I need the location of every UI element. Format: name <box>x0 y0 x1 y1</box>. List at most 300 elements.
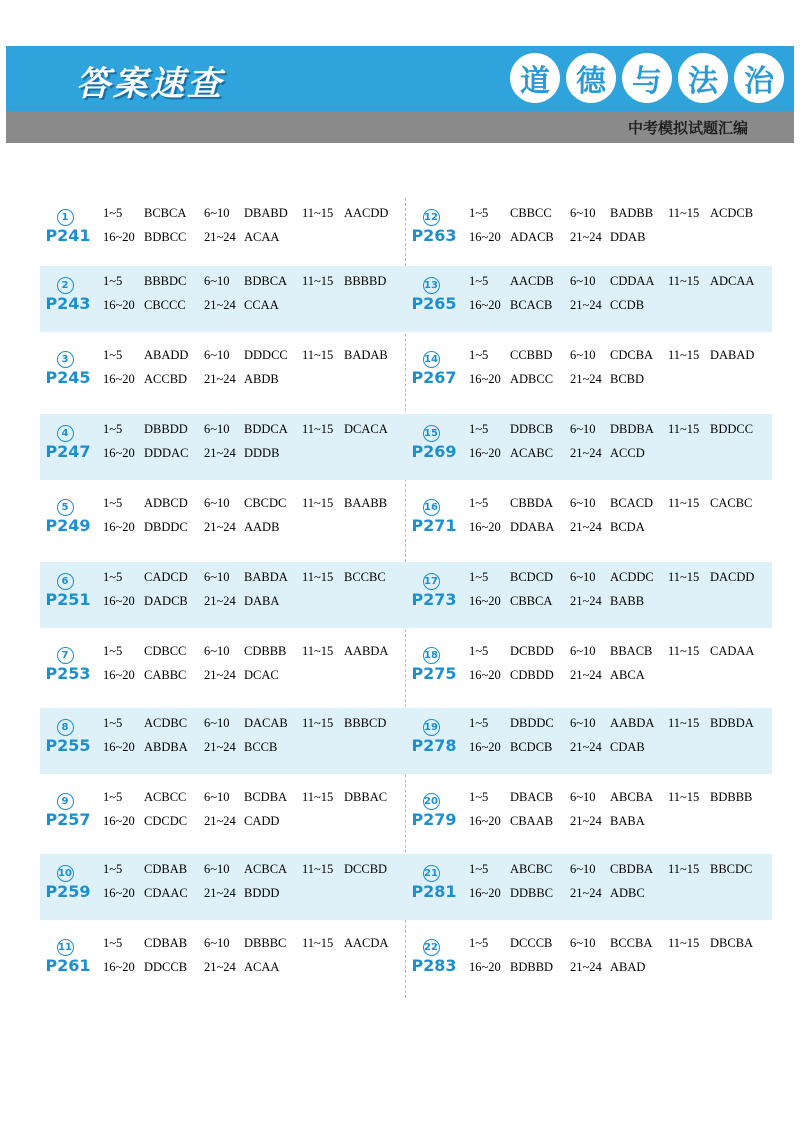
question-range: 16~20 <box>469 960 501 974</box>
answer-letters: ACAA <box>244 230 280 244</box>
answer-letters: BCBD <box>610 372 645 386</box>
question-range: 6~10 <box>204 936 230 950</box>
question-range: 16~20 <box>103 298 135 312</box>
answer-letters: BDBBB <box>710 790 753 804</box>
page-number: P273 <box>411 590 457 609</box>
question-range: 11~15 <box>302 570 334 584</box>
exam-number-circle: 11 <box>57 939 74 956</box>
page-number: P253 <box>45 664 91 683</box>
page-number: P281 <box>411 882 457 901</box>
exam-number-circle: 12 <box>423 209 440 226</box>
exam-number <box>406 206 456 226</box>
answer-letters: CDBAB <box>144 862 188 876</box>
question-range: 6~10 <box>204 862 230 876</box>
exam-number <box>40 570 90 590</box>
answer-letters: BBCDC <box>710 862 753 876</box>
question-range: 21~24 <box>570 886 602 900</box>
page-number: P278 <box>411 736 457 755</box>
question-range: 1~5 <box>103 348 123 362</box>
exam-number-circle: 5 <box>57 499 74 516</box>
question-range: 1~5 <box>469 496 489 510</box>
answer-letters: ABCBC <box>510 862 553 876</box>
question-range: 6~10 <box>570 644 596 658</box>
answer-entry <box>40 782 406 848</box>
question-range: 11~15 <box>668 206 700 220</box>
exam-number-circle: 22 <box>423 939 440 956</box>
question-range: 6~10 <box>204 716 230 730</box>
question-range: 11~15 <box>302 496 334 510</box>
question-range: 6~10 <box>204 790 230 804</box>
answer-letters: BCBCA <box>144 206 187 220</box>
answer-letters: DACAB <box>244 716 288 730</box>
question-range: 11~15 <box>302 274 334 288</box>
question-range: 1~5 <box>103 862 123 876</box>
answer-letters: BBBCD <box>344 716 387 730</box>
question-range: 16~20 <box>469 668 501 682</box>
answer-letters: ADBC <box>610 886 645 900</box>
answer-letters: CDBAB <box>144 936 188 950</box>
answer-letters: CADCD <box>144 570 188 584</box>
answer-row <box>40 488 772 554</box>
answer-letters: BADBB <box>610 206 654 220</box>
page-number: P259 <box>45 882 91 901</box>
answer-entry <box>40 636 406 702</box>
answer-letters: CADD <box>244 814 280 828</box>
question-range: 16~20 <box>103 740 135 754</box>
page-number: P247 <box>45 442 91 461</box>
answer-letters: BBACB <box>610 644 653 658</box>
question-range: 6~10 <box>570 348 596 362</box>
question-range: 1~5 <box>469 936 489 950</box>
subtitle-bar <box>6 111 794 143</box>
question-range: 1~5 <box>103 206 123 220</box>
question-range: 21~24 <box>570 298 602 312</box>
answer-letters: DBDDC <box>144 520 188 534</box>
question-range: 16~20 <box>103 372 135 386</box>
page-number: P243 <box>45 294 91 313</box>
section-title: 答案速查 <box>76 64 224 104</box>
answer-letters: BCDCB <box>510 740 553 754</box>
answer-letters: DDBBC <box>510 886 554 900</box>
question-range: 1~5 <box>469 790 489 804</box>
exam-number-circle: 18 <box>423 647 440 664</box>
question-range: 11~15 <box>302 348 334 362</box>
subject-badges <box>510 53 784 103</box>
answer-letters: CBCCC <box>144 298 186 312</box>
question-range: 16~20 <box>103 814 135 828</box>
question-range: 21~24 <box>570 668 602 682</box>
answer-row <box>40 266 772 332</box>
question-range: 6~10 <box>204 206 230 220</box>
answer-entry <box>406 854 772 920</box>
exam-number <box>406 790 456 810</box>
answer-letters: DDABA <box>510 520 555 534</box>
question-range: 16~20 <box>103 668 135 682</box>
answer-row <box>40 928 772 994</box>
question-range: 6~10 <box>570 936 596 950</box>
question-range: 6~10 <box>204 496 230 510</box>
answer-letters: ADBCC <box>510 372 554 386</box>
answer-letters: BABB <box>610 594 645 608</box>
answer-letters: AACDB <box>510 274 554 288</box>
question-range: 11~15 <box>668 496 700 510</box>
question-range: 11~15 <box>668 274 700 288</box>
answer-entry <box>40 198 406 264</box>
question-range: 1~5 <box>469 862 489 876</box>
question-range: 1~5 <box>469 716 489 730</box>
question-range: 11~15 <box>302 862 334 876</box>
answer-letters: CDBDD <box>510 668 554 682</box>
exam-number-circle: 2 <box>57 277 74 294</box>
answer-letters: ACABC <box>510 446 554 460</box>
answer-letters: ACDCB <box>710 206 754 220</box>
answer-row <box>40 854 772 920</box>
answer-letters: CADAA <box>710 644 755 658</box>
answer-letters: DACDD <box>710 570 755 584</box>
answer-letters: DDDB <box>244 446 280 460</box>
question-range: 11~15 <box>668 862 700 876</box>
question-range: 6~10 <box>570 790 596 804</box>
answer-letters: CBCDC <box>244 496 287 510</box>
answer-entry <box>406 562 772 628</box>
exam-number <box>40 862 90 882</box>
answer-letters: BDBDA <box>710 716 754 730</box>
answer-letters: AACDD <box>344 206 389 220</box>
question-range: 1~5 <box>469 644 489 658</box>
page-number: P255 <box>45 736 91 755</box>
exam-number <box>40 274 90 294</box>
book-subtitle: 中考模拟试题汇编 <box>627 119 748 137</box>
question-range: 1~5 <box>103 422 123 436</box>
answer-letters: DDAB <box>610 230 646 244</box>
exam-number-circle: 4 <box>57 425 74 442</box>
question-range: 1~5 <box>469 422 489 436</box>
exam-number <box>406 348 456 368</box>
answer-letters: DBCBA <box>710 936 754 950</box>
page-number: P261 <box>45 956 91 975</box>
page-number: P241 <box>45 226 91 245</box>
question-range: 6~10 <box>204 348 230 362</box>
exam-number <box>40 348 90 368</box>
answer-letters: BDBBD <box>510 960 554 974</box>
answer-entry <box>40 928 406 994</box>
answer-letters: CDAB <box>610 740 645 754</box>
answer-letters: DCBDD <box>510 644 554 658</box>
answer-letters: CBAAB <box>510 814 554 828</box>
page-number: P251 <box>45 590 91 609</box>
answer-letters: ACAA <box>244 960 280 974</box>
page-number: P275 <box>411 664 457 683</box>
answer-letters: BCACB <box>510 298 553 312</box>
subject-char: 德 <box>566 53 616 103</box>
answer-letters: ACDDC <box>610 570 654 584</box>
answer-letters: ABCA <box>610 668 645 682</box>
answer-letters: DCCCB <box>510 936 553 950</box>
question-range: 21~24 <box>570 960 602 974</box>
answer-letters: CCBBD <box>510 348 553 362</box>
exam-number <box>40 206 90 226</box>
answer-letters: BDDD <box>244 886 280 900</box>
answer-letters: ABDBA <box>144 740 188 754</box>
exam-number-circle: 13 <box>423 277 440 294</box>
page-number: P245 <box>45 368 91 387</box>
answer-letters: BCDA <box>610 520 645 534</box>
exam-number-circle: 15 <box>423 425 440 442</box>
answer-entry <box>40 266 406 332</box>
question-range: 6~10 <box>570 274 596 288</box>
page-number: P249 <box>45 516 91 535</box>
question-range: 21~24 <box>204 668 236 682</box>
page-number: P269 <box>411 442 457 461</box>
exam-number <box>406 496 456 516</box>
question-range: 6~10 <box>570 422 596 436</box>
question-range: 21~24 <box>204 814 236 828</box>
answer-letters: DCCBD <box>344 862 388 876</box>
answer-letters: BABDA <box>244 570 288 584</box>
answer-letters: BCCBC <box>344 570 386 584</box>
subject-char: 法 <box>678 53 728 103</box>
answer-letters: DBACB <box>510 790 554 804</box>
exam-number <box>406 274 456 294</box>
answer-letters: BCDCD <box>510 570 554 584</box>
question-range: 11~15 <box>302 644 334 658</box>
question-range: 21~24 <box>570 814 602 828</box>
question-range: 21~24 <box>570 740 602 754</box>
question-range: 21~24 <box>204 960 236 974</box>
answer-letters: ACCBD <box>144 372 188 386</box>
question-range: 1~5 <box>103 496 123 510</box>
answer-row <box>40 636 772 702</box>
question-range: 11~15 <box>302 422 334 436</box>
answer-letters: BCDBA <box>244 790 288 804</box>
question-range: 1~5 <box>103 716 123 730</box>
page-number: P265 <box>411 294 457 313</box>
question-range: 16~20 <box>103 886 135 900</box>
answer-letters: CDCDC <box>144 814 188 828</box>
answer-row <box>40 708 772 774</box>
answer-entry <box>406 782 772 848</box>
answer-letters: CBBDA <box>510 496 554 510</box>
answer-entry <box>406 488 772 554</box>
question-range: 16~20 <box>469 298 501 312</box>
question-range: 1~5 <box>103 274 123 288</box>
answer-letters: ACBCA <box>244 862 288 876</box>
page-number: P257 <box>45 810 91 829</box>
exam-number-circle: 7 <box>57 647 74 664</box>
answer-entry <box>406 266 772 332</box>
question-range: 16~20 <box>469 740 501 754</box>
exam-number-circle: 3 <box>57 351 74 368</box>
subject-char: 道 <box>510 53 560 103</box>
question-range: 1~5 <box>469 570 489 584</box>
answer-letters: AACDA <box>344 936 389 950</box>
page-number: P279 <box>411 810 457 829</box>
answer-row <box>40 198 772 264</box>
answer-entry <box>406 198 772 264</box>
subject-char: 治 <box>734 53 784 103</box>
answer-row <box>40 414 772 480</box>
exam-number-circle: 14 <box>423 351 440 368</box>
answer-entry <box>40 340 406 406</box>
question-range: 11~15 <box>668 936 700 950</box>
question-range: 11~15 <box>668 422 700 436</box>
answer-letters: CDCBA <box>610 348 654 362</box>
page-number: P267 <box>411 368 457 387</box>
question-range: 1~5 <box>469 206 489 220</box>
exam-number <box>40 422 90 442</box>
question-range: 11~15 <box>302 206 334 220</box>
question-range: 16~20 <box>469 886 501 900</box>
answer-entry <box>406 414 772 480</box>
question-range: 11~15 <box>302 790 334 804</box>
answer-letters: ACBCC <box>144 790 187 804</box>
exam-number <box>406 716 456 736</box>
answer-row <box>40 340 772 406</box>
exam-number-circle: 9 <box>57 793 74 810</box>
answer-letters: CBBCA <box>510 594 553 608</box>
answer-letters: DBBDD <box>144 422 188 436</box>
answer-letters: BBBDC <box>144 274 187 288</box>
answer-letters: BDBCA <box>244 274 288 288</box>
answer-row <box>40 782 772 848</box>
answer-letters: BADAB <box>344 348 388 362</box>
exam-number-circle: 10 <box>57 865 74 882</box>
question-range: 16~20 <box>103 520 135 534</box>
page-number: P271 <box>411 516 457 535</box>
subject-char: 与 <box>622 53 672 103</box>
answer-entry <box>40 414 406 480</box>
question-range: 16~20 <box>103 230 135 244</box>
answer-entry <box>40 708 406 774</box>
answer-letters: BCCB <box>244 740 278 754</box>
question-range: 21~24 <box>204 298 236 312</box>
question-range: 21~24 <box>204 594 236 608</box>
answer-row <box>40 562 772 628</box>
exam-number-circle: 6 <box>57 573 74 590</box>
answer-letters: DBABD <box>244 206 288 220</box>
question-range: 16~20 <box>469 814 501 828</box>
answer-letters: CDBBB <box>244 644 287 658</box>
header-banner <box>6 46 794 111</box>
answer-letters: BBBBD <box>344 274 387 288</box>
exam-number-circle: 1 <box>57 209 74 226</box>
exam-number <box>40 716 90 736</box>
answer-letters: ABDB <box>244 372 279 386</box>
question-range: 1~5 <box>469 348 489 362</box>
question-range: 6~10 <box>570 496 596 510</box>
answer-entry <box>406 340 772 406</box>
answer-letters: ABAD <box>610 960 646 974</box>
question-range: 11~15 <box>668 348 700 362</box>
answer-letters: CCDB <box>610 298 645 312</box>
question-range: 6~10 <box>204 274 230 288</box>
answer-entry <box>406 636 772 702</box>
question-range: 11~15 <box>302 716 334 730</box>
question-range: 1~5 <box>103 936 123 950</box>
answer-letters: BDBCC <box>144 230 187 244</box>
exam-number-circle: 19 <box>423 719 440 736</box>
answer-letters: DABAD <box>710 348 755 362</box>
answer-letters: CDBCC <box>144 644 187 658</box>
question-range: 16~20 <box>469 520 501 534</box>
question-range: 1~5 <box>469 274 489 288</box>
answer-letters: BDDCC <box>710 422 754 436</box>
question-range: 21~24 <box>204 372 236 386</box>
question-range: 21~24 <box>570 230 602 244</box>
answer-letters: AADB <box>244 520 280 534</box>
question-range: 21~24 <box>570 520 602 534</box>
question-range: 16~20 <box>103 960 135 974</box>
exam-number-circle: 20 <box>423 793 440 810</box>
answer-letters: CACBC <box>710 496 753 510</box>
question-range: 16~20 <box>469 372 501 386</box>
exam-number <box>406 936 456 956</box>
answer-letters: AABDA <box>344 644 389 658</box>
question-range: 1~5 <box>103 790 123 804</box>
question-range: 21~24 <box>204 446 236 460</box>
question-range: 21~24 <box>570 446 602 460</box>
answer-entry <box>40 854 406 920</box>
answer-letters: DCAC <box>244 668 279 682</box>
answer-entry <box>406 928 772 994</box>
question-range: 6~10 <box>204 644 230 658</box>
exam-number-circle: 21 <box>423 865 440 882</box>
question-range: 11~15 <box>668 644 700 658</box>
question-range: 11~15 <box>668 716 700 730</box>
exam-number-circle: 8 <box>57 719 74 736</box>
exam-number <box>40 644 90 664</box>
question-range: 21~24 <box>204 740 236 754</box>
question-range: 21~24 <box>204 886 236 900</box>
answer-letters: DDDCC <box>244 348 288 362</box>
exam-number <box>40 936 90 956</box>
exam-number <box>406 422 456 442</box>
answer-letters: ADACB <box>510 230 554 244</box>
question-range: 6~10 <box>204 422 230 436</box>
answer-letters: DADCB <box>144 594 188 608</box>
answer-letters: BCCBA <box>610 936 653 950</box>
question-range: 11~15 <box>668 570 700 584</box>
exam-number-circle: 17 <box>423 573 440 590</box>
exam-number-circle: 16 <box>423 499 440 516</box>
answer-letters: CDAAC <box>144 886 188 900</box>
answer-letters: DCACA <box>344 422 388 436</box>
exam-number <box>40 496 90 516</box>
answer-entry <box>40 562 406 628</box>
question-range: 16~20 <box>103 594 135 608</box>
exam-number <box>406 862 456 882</box>
answer-letters: DDBCB <box>510 422 554 436</box>
answer-letters: ABADD <box>144 348 189 362</box>
answer-letters: CBDBA <box>610 862 654 876</box>
answer-letters: DDDAC <box>144 446 189 460</box>
question-range: 21~24 <box>204 230 236 244</box>
answer-letters: BDDCA <box>244 422 288 436</box>
answer-letters: CCAA <box>244 298 279 312</box>
question-range: 6~10 <box>570 716 596 730</box>
answer-letters: ABCBA <box>610 790 654 804</box>
answer-letters: DBBBC <box>244 936 287 950</box>
question-range: 16~20 <box>469 594 501 608</box>
question-range: 11~15 <box>302 936 334 950</box>
question-range: 21~24 <box>570 372 602 386</box>
answer-letters: DBDDC <box>510 716 554 730</box>
answer-letters: DBDBA <box>610 422 654 436</box>
answer-letters: BCACD <box>610 496 654 510</box>
question-range: 6~10 <box>204 570 230 584</box>
page-number: P283 <box>411 956 457 975</box>
answer-entry <box>40 488 406 554</box>
